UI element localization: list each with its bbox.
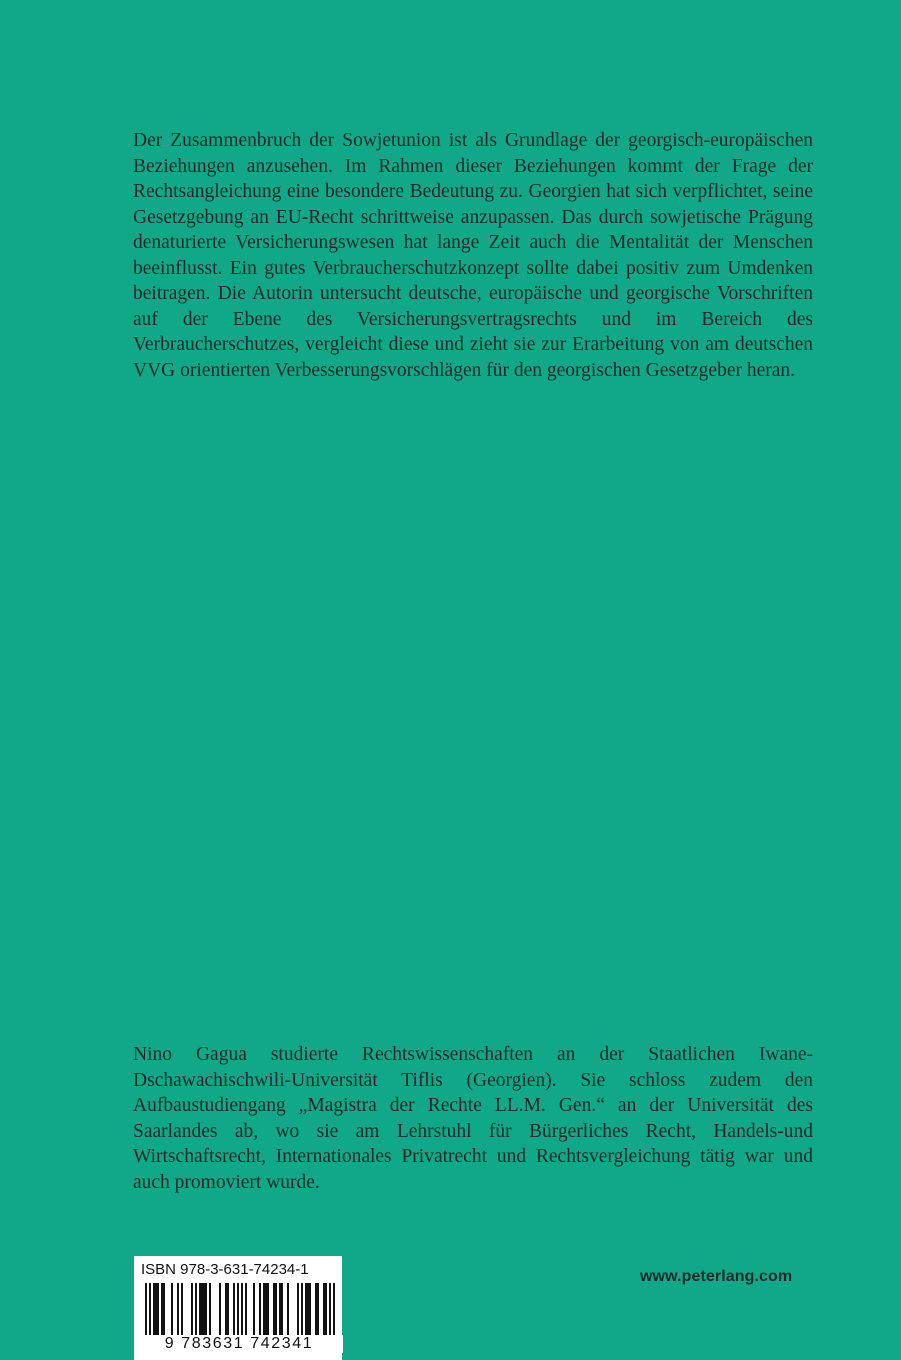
barcode-bar (203, 1283, 205, 1335)
barcode-bar (281, 1283, 283, 1335)
barcode-bar (297, 1283, 299, 1335)
barcode-bar (199, 1283, 201, 1335)
barcode-bar (267, 1283, 269, 1335)
barcode-bar (163, 1283, 165, 1335)
barcode-bar (325, 1283, 327, 1335)
barcode-bar (205, 1283, 207, 1335)
barcode-bar (309, 1283, 311, 1335)
barcode-bar (219, 1283, 221, 1335)
barcode-bar (153, 1283, 155, 1335)
barcode-bar (245, 1283, 247, 1335)
barcode-bar (279, 1283, 281, 1335)
barcode-bar (323, 1283, 325, 1335)
barcode-bar (201, 1283, 203, 1335)
publisher-website: www.peterlang.com (640, 1268, 793, 1285)
barcode-bar (333, 1283, 335, 1339)
barcode-bar (195, 1283, 197, 1335)
barcode-bar (171, 1283, 173, 1335)
isbn-label: ISBN 978-3-631-74234-1 (141, 1261, 309, 1278)
barcode-bar (265, 1283, 267, 1335)
barcode-bar (305, 1283, 307, 1335)
barcode-bar (259, 1283, 261, 1335)
barcode-bar (181, 1283, 183, 1335)
barcode-bar (161, 1283, 163, 1335)
book-blurb: Der Zusammenbruch der Sowjetunion ist als Grundlage der georgisch-europäischen Beziehungen anzusehen. Im Rahmen dieser Beziehungen kommt der Frage der Rechtsangleichung eine besondere Bedeutung zu. Georgien hat sich verpflichtet, seine Gesetzgebung an EU-Recht schrittweise anzupassen. Das durch sowjetische Prägung denaturierte Versicherungswesen hat lange Zeit auch die Mentalität der Menschen beeinflusst. Ein gutes Verbraucherschutzkonzept sollte dabei positiv zum Umdenken beitragen. Die Autorin untersucht deutsche, europäische und georgische Vorschriften auf der Ebene des Versicherungsvertragsrechts und im Bereich des Verbraucherschutzes, vergleicht diese und zieht sie zur Erarbeitung von am deutschen VVG orientierten Verbesserungsvorschlägen für den georgischen Gesetzgeber heran. (133, 130, 813, 381)
barcode-bar (149, 1283, 151, 1339)
barcode-bar (227, 1283, 229, 1335)
barcode-bar (157, 1283, 159, 1335)
barcode-bar (209, 1283, 211, 1335)
barcode-bar (275, 1283, 277, 1335)
author-bio: Nino Gagua studierte Rechtswissenschaften an der Staatlichen Iwane-Dschawachischwili-Universität Tiflis (Georgien). Sie schloss zudem den Aufbaustudiengang „Magistra der Rechte LL.M. Gen.“ an der Universität des Saarlandes ab, wo sie am Lehrstuhl für Bürgerliches Recht, Handels-und Wirtschaftsrecht, Internationales Privatrecht und Rechtsvergleichung tätig war und auch promoviert wurde. (133, 1044, 813, 1193)
barcode-bar (191, 1283, 193, 1335)
barcode-bar (329, 1283, 331, 1339)
barcode-bar (145, 1283, 147, 1339)
barcode-bar (233, 1283, 235, 1335)
barcode-bar (317, 1283, 319, 1335)
isbn-barcode (134, 1256, 342, 1360)
barcode-bar (301, 1283, 303, 1335)
barcode-bar (315, 1283, 317, 1335)
barcode-bar (253, 1283, 255, 1335)
barcode-bar (273, 1283, 275, 1335)
barcode-bar (263, 1283, 265, 1335)
barcode-bar (225, 1283, 227, 1335)
barcode-bar (287, 1283, 289, 1335)
barcode-digits: 9 783631 742341 (135, 1335, 343, 1353)
barcode-bars (135, 1283, 343, 1339)
barcode-bar (307, 1283, 309, 1335)
barcode-bar (237, 1283, 239, 1339)
barcode-bar (241, 1283, 243, 1339)
barcode-bar (155, 1283, 157, 1335)
barcode-bar (177, 1283, 179, 1335)
